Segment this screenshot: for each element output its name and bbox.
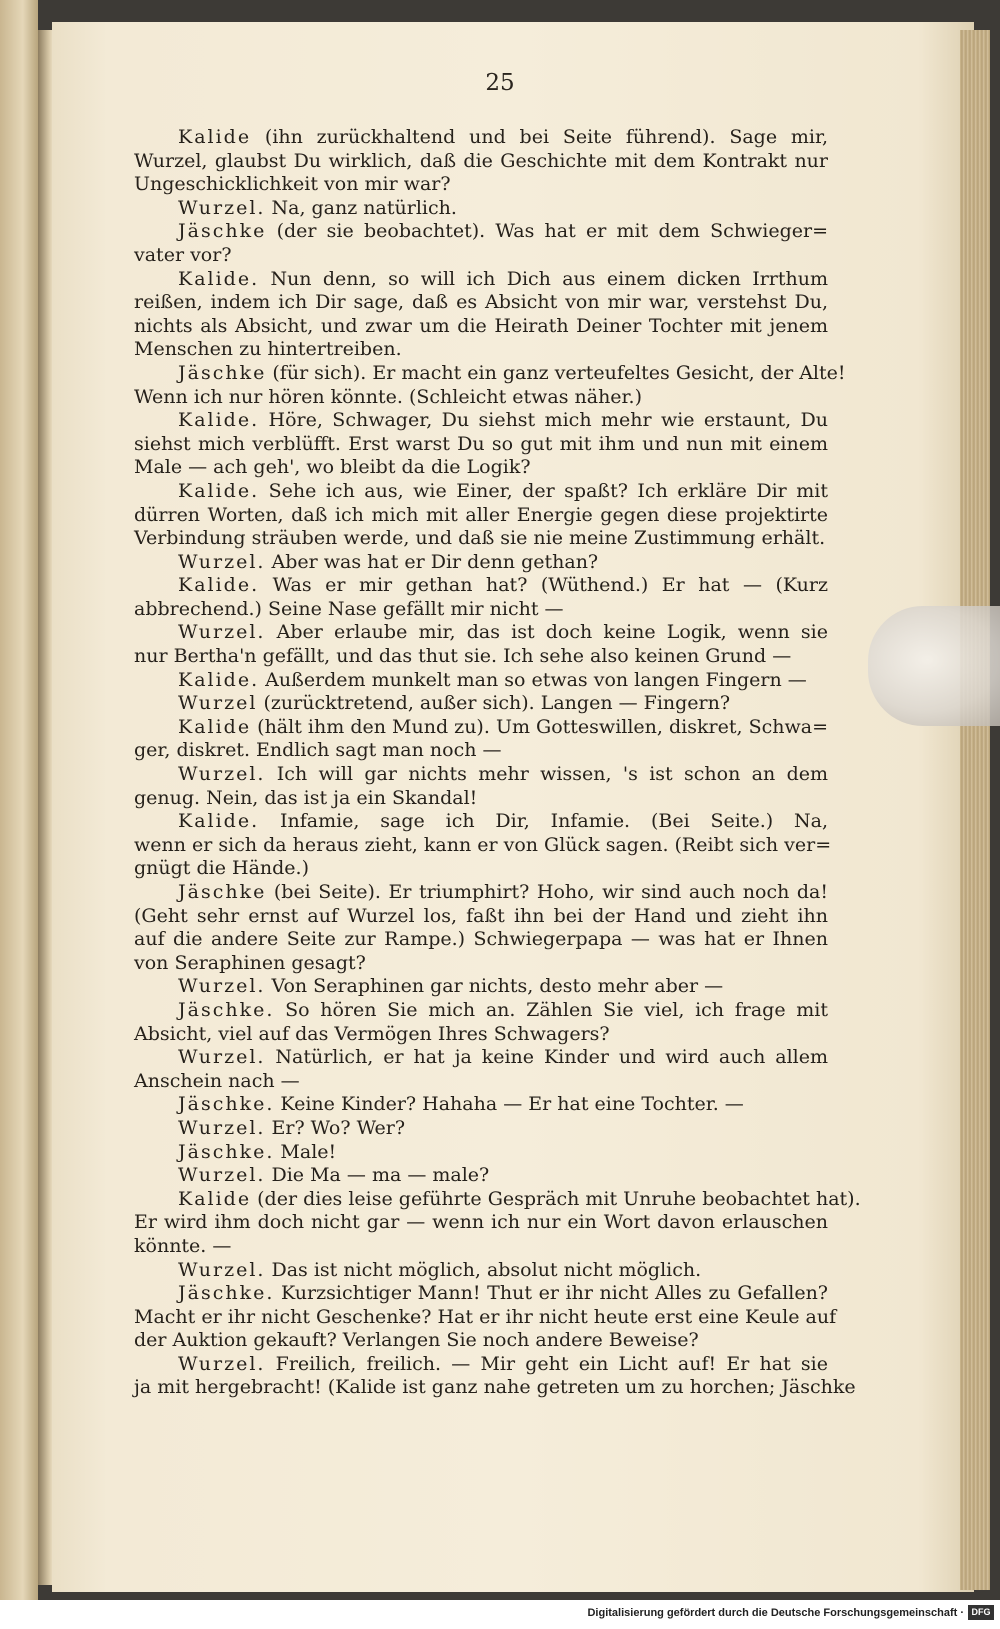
text-line bbox=[134, 833, 832, 858]
text-line bbox=[134, 857, 828, 881]
line-text: Ungeschicklichkeit von mir war? bbox=[134, 173, 451, 196]
line-text: nur Bertha'n gefällt, und das thut sie. Ich sehe also keinen Grund — bbox=[134, 645, 792, 668]
line-text: Verbindung sträuben werde, und daß sie nie meine Zustimmung erhält. bbox=[134, 527, 826, 550]
speaker-name: Wurzel. bbox=[178, 621, 266, 644]
text-line bbox=[134, 527, 828, 551]
text-line bbox=[134, 1235, 828, 1259]
text-line bbox=[134, 1023, 828, 1047]
speaker-name: Jäschke. bbox=[178, 1282, 275, 1305]
line-text: ger, diskret. Endlich sagt man noch — bbox=[134, 739, 502, 762]
previous-page-edge bbox=[0, 0, 38, 1600]
text-line bbox=[134, 1305, 837, 1330]
speaker-name: Jäschke bbox=[178, 881, 267, 903]
text-line bbox=[134, 975, 828, 999]
text-line bbox=[134, 1093, 828, 1117]
text-line bbox=[134, 952, 828, 976]
speaker-name: Kalide. bbox=[178, 409, 260, 432]
text-line bbox=[134, 1164, 828, 1188]
line-text: Außerdem munkelt man so etwas von langen Fingern — bbox=[259, 668, 807, 691]
text-line bbox=[134, 433, 828, 457]
text-line bbox=[134, 928, 828, 952]
text-line bbox=[134, 480, 828, 504]
text-line bbox=[134, 787, 828, 811]
page-number: 25 bbox=[485, 70, 515, 96]
speaker-name: Kalide bbox=[178, 715, 252, 738]
text-line bbox=[134, 551, 828, 575]
line-text: (der sie beobachtet). Was hat er mit dem Schwieger= bbox=[266, 220, 828, 243]
text-line bbox=[134, 315, 828, 339]
line-text: Wenn ich nur hören könnte. (Schleicht etwas näher.) bbox=[134, 385, 642, 408]
speaker-name: Wurzel bbox=[178, 692, 258, 715]
text-line bbox=[134, 881, 828, 905]
footer-bar bbox=[0, 1600, 1000, 1629]
page-text bbox=[134, 126, 861, 1400]
line-text: Nun denn, so will ich Dich aus einem dicken Irrthum bbox=[259, 267, 828, 290]
line-text: ja mit hergebracht! (Kalide ist ganz nahe getreten um zu horchen; Jäschke bbox=[134, 1376, 856, 1399]
page-stack-edge bbox=[960, 30, 990, 1590]
text-line bbox=[134, 1211, 828, 1235]
line-text: Ich will gar nichts mehr wissen, 's ist schon an dem bbox=[265, 763, 828, 786]
text-line bbox=[134, 645, 828, 669]
line-text: (zurücktretend, außer sich). Langen — Fingern? bbox=[257, 692, 731, 715]
speaker-name: Wurzel. bbox=[178, 1046, 266, 1069]
speaker-name: Jäschke. bbox=[178, 1093, 275, 1116]
line-text: Was er mir gethan hat? (Wüthend.) Er hat — (Kurz bbox=[259, 574, 828, 597]
line-text: siehst mich verblüfft. Erst warst Du so gut mit ihm und nun mit einem bbox=[134, 432, 828, 455]
text-line bbox=[134, 220, 828, 244]
line-text: (für sich). Er macht ein ganz verteufeltes Gesicht, der Alte! bbox=[266, 361, 846, 384]
speaker-name: Kalide. bbox=[178, 810, 260, 833]
text-line bbox=[134, 268, 828, 292]
line-text: Er wird ihm doch nicht gar — wenn ich nur ein Wort davon erlauschen bbox=[134, 1211, 828, 1234]
text-line bbox=[134, 197, 828, 221]
text-line bbox=[134, 504, 828, 528]
text-line bbox=[134, 763, 828, 787]
text-line bbox=[134, 905, 828, 929]
line-text: gnügt die Hände.) bbox=[134, 857, 309, 880]
line-text: Male! bbox=[274, 1140, 337, 1163]
text-line bbox=[134, 1376, 856, 1400]
text-line bbox=[134, 244, 828, 268]
text-line bbox=[134, 409, 828, 433]
text-line bbox=[134, 150, 828, 174]
speaker-name: Wurzel. bbox=[178, 975, 266, 998]
line-text: Absicht, viel auf das Vermögen Ihres Schwagers? bbox=[134, 1022, 610, 1045]
line-text: Macht er ihr nicht Geschenke? Hat er ihr nicht heute erst eine Keule auf bbox=[134, 1305, 837, 1328]
line-text: wenn er sich da heraus zieht, kann er von Glück sagen. (Reibt sich ver= bbox=[134, 833, 832, 856]
line-text: Die Ma — ma — male? bbox=[265, 1164, 490, 1187]
text-line bbox=[134, 1141, 828, 1165]
text-line bbox=[134, 1070, 828, 1094]
line-text: nichts als Absicht, und zwar um die Heirath Deiner Tochter mit jenem bbox=[134, 314, 828, 337]
line-text: Na, ganz natürlich. bbox=[265, 196, 457, 219]
speaker-name: Wurzel. bbox=[178, 1258, 266, 1281]
text-line bbox=[134, 1282, 828, 1306]
line-text: So hören Sie mich an. Zählen Sie viel, ich frage mit bbox=[274, 998, 828, 1021]
line-text: vater vor? bbox=[134, 243, 232, 266]
line-text: könnte. — bbox=[134, 1234, 232, 1257]
text-line bbox=[134, 716, 828, 740]
speaker-name: Kalide bbox=[178, 126, 252, 148]
speaker-name: Kalide. bbox=[178, 574, 260, 597]
speaker-name: Kalide. bbox=[178, 267, 260, 290]
speaker-name: Jäschke. bbox=[178, 998, 275, 1021]
line-text: Von Seraphinen gar nichts, desto mehr aber — bbox=[265, 975, 724, 998]
line-text: Natürlich, er hat ja keine Kinder und wird auch allem bbox=[265, 1046, 828, 1069]
text-line bbox=[134, 1046, 828, 1070]
line-text: Sehe ich aus, wie Einer, der spaßt? Ich erkläre Dir mit bbox=[259, 479, 828, 502]
line-text: (hält ihm den Mund zu). Um Gotteswillen, diskret, Schwa= bbox=[251, 715, 828, 738]
line-text: von Seraphinen gesagt? bbox=[134, 951, 366, 974]
text-line bbox=[134, 338, 828, 362]
line-text: der Auktion gekauft? Verlangen Sie noch andere Beweise? bbox=[134, 1329, 699, 1352]
text-line bbox=[134, 598, 828, 622]
line-text: auf die andere Seite zur Rampe.) Schwiegerpapa — was hat er Ihnen bbox=[134, 928, 828, 951]
line-text: Das ist nicht möglich, absolut nicht möglich. bbox=[265, 1258, 702, 1281]
speaker-name: Jäschke. bbox=[178, 1140, 275, 1163]
line-text: Anschein nach — bbox=[134, 1069, 300, 1092]
text-line bbox=[134, 1353, 828, 1377]
line-text: Infamie, sage ich Dir, Infamie. (Bei Seite.) Na, bbox=[259, 810, 828, 833]
text-line bbox=[134, 291, 828, 315]
text-line bbox=[134, 1117, 828, 1141]
line-text: (ihn zurückhaltend und bei Seite führend). Sage mir, bbox=[251, 126, 828, 148]
line-text: Wurzel, glaubst Du wirklich, daß die Geschichte mit dem Kontrakt nur bbox=[134, 149, 828, 172]
speaker-name: Jäschke bbox=[178, 220, 267, 243]
line-text: abbrechend.) Seine Nase gefällt mir nicht — bbox=[134, 597, 564, 620]
text-line bbox=[134, 669, 828, 693]
line-text: Er? Wo? Wer? bbox=[265, 1116, 406, 1139]
speaker-name: Wurzel. bbox=[178, 1116, 266, 1139]
speaker-name: Wurzel. bbox=[178, 196, 266, 219]
text-line bbox=[134, 361, 846, 386]
funding-notice: Digitalisierung gefördert durch die Deutsche Forschungsgemeinschaft · bbox=[587, 1607, 964, 1619]
speaker-name: Wurzel. bbox=[178, 1352, 266, 1375]
line-text: Freilich, freilich. — Mir geht ein Licht auf! Er hat sie bbox=[265, 1352, 828, 1375]
thumb-holding-page bbox=[868, 606, 1000, 726]
line-text: Kurzsichtiger Mann! Thut er ihr nicht Alles zu Gefallen? bbox=[274, 1282, 828, 1305]
line-text: Male — ach geh', wo bleibt da die Logik? bbox=[134, 456, 531, 479]
speaker-name: Wurzel. bbox=[178, 763, 266, 786]
text-line bbox=[134, 456, 828, 480]
text-line bbox=[134, 810, 828, 834]
line-text: Keine Kinder? Hahaha — Er hat eine Tochter. — bbox=[274, 1093, 744, 1116]
text-line bbox=[134, 386, 828, 410]
line-text: (der dies leise geführte Gespräch mit Unruhe beobachtet hat). bbox=[251, 1187, 861, 1210]
line-text: (bei Seite). Er triumphirt? Hoho, wir sind auch noch da! bbox=[266, 881, 828, 903]
text-line bbox=[134, 173, 828, 197]
line-text: Aber was hat er Dir denn gethan? bbox=[265, 550, 599, 573]
speaker-name: Wurzel. bbox=[178, 550, 266, 573]
speaker-name: Jäschke bbox=[178, 361, 267, 384]
dfg-logo: DFG bbox=[968, 1605, 994, 1620]
text-line bbox=[134, 1329, 828, 1353]
speaker-name: Kalide. bbox=[178, 668, 260, 691]
line-text: dürren Worten, daß ich mich mit aller Energie gegen diese projektirte bbox=[134, 503, 828, 526]
speaker-name: Kalide bbox=[178, 1187, 252, 1210]
text-line bbox=[134, 126, 828, 150]
text-line bbox=[134, 574, 828, 598]
speaker-name: Wurzel. bbox=[178, 1164, 266, 1187]
line-text: Höre, Schwager, Du siehst mich mehr wie erstaunt, Du bbox=[259, 409, 828, 432]
text-line bbox=[134, 739, 828, 763]
text-line bbox=[134, 621, 828, 645]
line-text: reißen, indem ich Dir sage, daß es Absicht von mir war, verstehst Du, bbox=[134, 291, 828, 314]
speaker-name: Kalide. bbox=[178, 479, 260, 502]
line-text: genug. Nein, das ist ja ein Skandal! bbox=[134, 786, 478, 809]
text-line bbox=[134, 692, 828, 716]
line-text: (Geht sehr ernst auf Wurzel los, faßt ihn bei der Hand und zieht ihn bbox=[134, 904, 828, 927]
line-text: Menschen zu hintertreiben. bbox=[134, 338, 402, 361]
text-line bbox=[134, 1187, 861, 1212]
text-line bbox=[134, 999, 828, 1023]
text-line bbox=[134, 1259, 828, 1283]
line-text: Aber erlaube mir, das ist doch keine Logik, wenn sie bbox=[265, 621, 828, 644]
